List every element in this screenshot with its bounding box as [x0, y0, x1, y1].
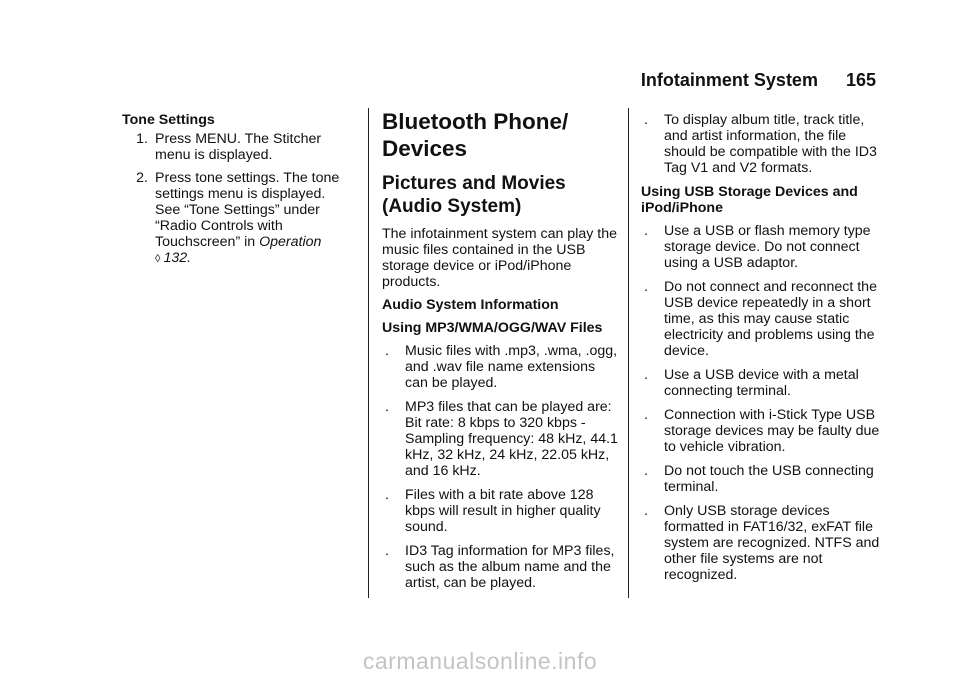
tone-settings-heading: Tone Settings [122, 112, 215, 128]
column-3 [641, 112, 881, 591]
column-divider-2 [628, 108, 629, 598]
list-item [641, 279, 881, 359]
step-text: Press tone settings. The tone settings menu is displayed. See “Tone Settings” under “Radio Controls with Touchscreen” in [155, 170, 340, 250]
bullet-text: Do not connect and reconnect the USB device repeatedly in a short time, as this may cause static electricity and problems using the device. [664, 279, 877, 359]
column-divider-1 [368, 108, 369, 598]
audio-info-subheading: Audio System Information [382, 297, 559, 313]
list-item [641, 407, 881, 455]
list-item [641, 503, 881, 583]
list-item [382, 399, 618, 479]
bullet-icon: . [385, 399, 389, 415]
usb-devices-list [641, 223, 881, 583]
page-reference-icon: ◊ [155, 253, 161, 265]
bullet-icon: . [644, 223, 648, 239]
bullet-text: Files with a bit rate above 128 kbps will result in higher quality sound. [405, 487, 601, 535]
xref-link-page[interactable]: 132. [163, 250, 192, 266]
bullet-text: Use a USB device with a metal connecting terminal. [664, 367, 859, 399]
bullet-icon: . [385, 487, 389, 503]
list-item [641, 223, 881, 271]
page-number: 165 [845, 70, 876, 90]
bullet-text: Do not touch the USB connecting terminal. [664, 463, 874, 495]
watermark: carmanualsonline.info [362, 648, 598, 674]
page-header [641, 70, 876, 91]
bullet-icon: . [644, 279, 648, 295]
list-item [122, 170, 354, 267]
list-item [382, 343, 618, 391]
pictures-movies-heading: Pictures and Movies (Audio System) [382, 173, 566, 217]
bullet-icon: . [385, 543, 389, 559]
usb-devices-subheading: Using USB Storage Devices and iPod/iPhone [641, 184, 858, 216]
bullet-text: ID3 Tag information for MP3 files, such as the album name and the artist, can be played. [405, 543, 615, 591]
section-title: Infotainment System [640, 70, 818, 90]
file-types-subheading: Using MP3/WMA/OGG/WAV Files [382, 320, 603, 336]
bullet-icon: . [385, 343, 389, 359]
bullet-text: To display album title, track title, and artist information, the file should be compatible with the ID3 Tag V1 and V2 formats. [664, 112, 877, 176]
bullet-text: Connection with i-Stick Type USB storage devices may be faulty due to vehicle vibration. [664, 407, 880, 455]
column-1 [122, 112, 354, 274]
bullet-icon: . [644, 112, 648, 128]
list-item [382, 487, 618, 535]
step-number: 1. [136, 131, 148, 147]
tone-settings-steps [122, 131, 354, 267]
bullet-icon: . [644, 367, 648, 383]
bullet-icon: . [644, 463, 648, 479]
list-item [641, 367, 881, 399]
intro-paragraph: The infotainment system can play the music files contained in the USB storage device or iPod/iPhone products. [382, 226, 618, 290]
list-item [382, 543, 618, 591]
step-text: Press MENU. The Stitcher menu is displayed. [155, 131, 322, 163]
list-item [641, 463, 881, 495]
step-body [155, 170, 354, 267]
file-types-list [382, 343, 618, 591]
list-item [122, 131, 354, 163]
bullet-text: Use a USB or flash memory type storage device. Do not connect using a USB adaptor. [664, 223, 871, 271]
bluetooth-heading: Bluetooth Phone/ Devices [382, 109, 569, 161]
bullet-text: Music files with .mp3, .wma, .ogg, and .wav file name extensions can be played. [405, 343, 618, 391]
column-2 [382, 108, 618, 599]
bullet-text: MP3 files that can be played are: Bit rate: 8 kbps to 320 kbps - Sampling frequency: 48 kHz, 44.1 kHz, 32 kHz, 24 kHz, 22.05 kHz, and 16 kHz. [405, 399, 618, 479]
step-number: 2. [136, 170, 148, 186]
id3-list [641, 112, 881, 176]
xref-link-title[interactable]: Operation [259, 234, 322, 250]
bullet-text: Only USB storage devices formatted in FAT16/32, exFAT file system are recognized. NTFS and other file systems are not recognized. [664, 503, 880, 583]
list-item [641, 112, 881, 176]
bullet-icon: . [644, 503, 648, 519]
bullet-icon: . [644, 407, 648, 423]
